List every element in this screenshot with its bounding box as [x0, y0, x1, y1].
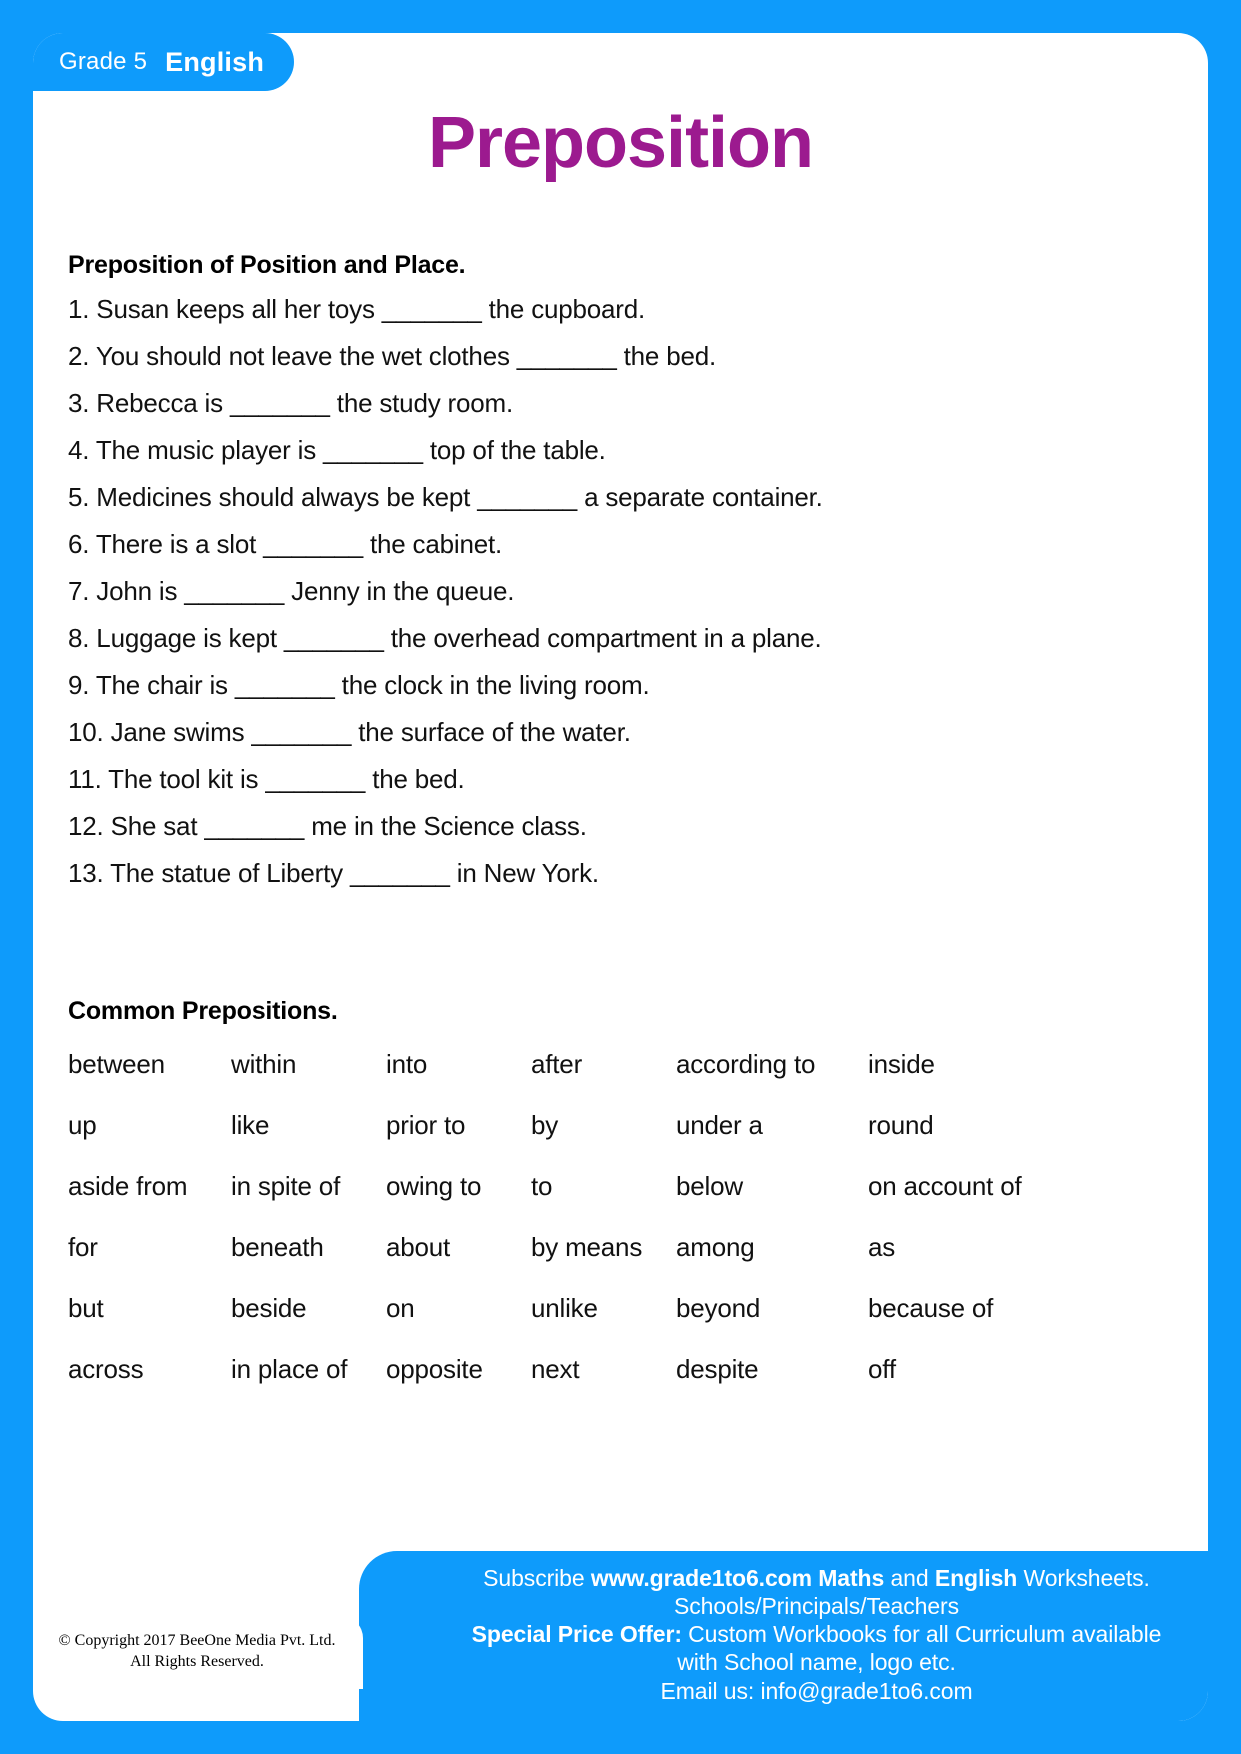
preposition-cell: beyond [676, 1293, 761, 1323]
question-item: 1. Susan keeps all her toys _______ the cupboard. [68, 294, 646, 324]
footer-subscribe-line [359, 1564, 1208, 1592]
preposition-cell: off [868, 1354, 896, 1384]
preposition-cell: under a [676, 1110, 763, 1140]
table-row [68, 1217, 1114, 1278]
preposition-cell: as [868, 1232, 896, 1262]
preposition-cell: about [386, 1232, 451, 1262]
footer-and: and [884, 1564, 935, 1591]
badge-subject-label: English [165, 46, 265, 77]
promo-footer [359, 1551, 1208, 1721]
preposition-cell: unlike [531, 1293, 598, 1323]
preposition-cell: despite [676, 1354, 759, 1384]
preposition-cell: within [231, 1049, 297, 1079]
question-item: 9. The chair is _______ the clock in the living room. [68, 670, 650, 700]
question-list [68, 286, 1184, 897]
footer-english: English [934, 1564, 1018, 1591]
preposition-cell: aside from [68, 1171, 188, 1201]
preposition-cell: round [868, 1110, 934, 1140]
worksheet-content [68, 251, 1184, 1400]
preposition-cell: prior to [386, 1110, 466, 1140]
question-item: 6. There is a slot _______ the cabinet. [68, 529, 503, 559]
footer-school-line: with School name, logo etc. [677, 1649, 956, 1676]
section-heading-position-place: Preposition of Position and Place. [68, 251, 466, 279]
preposition-cell: beside [231, 1293, 307, 1323]
table-row [68, 1339, 1114, 1400]
preposition-cell: like [231, 1110, 270, 1140]
copyright-line-2: All Rights Reserved. [130, 1653, 264, 1671]
question-item: 12. She sat _______ me in the Science class. [68, 811, 587, 841]
grade-subject-badge [33, 33, 294, 91]
question-item: 2. You should not leave the wet clothes _______ the bed. [68, 341, 716, 371]
preposition-cell: between [68, 1049, 165, 1079]
badge-grade-label: Grade 5 [59, 48, 148, 75]
question-item: 10. Jane swims _______ the surface of the water. [68, 717, 631, 747]
table-row [68, 1034, 1114, 1095]
footer-offer-line [359, 1620, 1208, 1648]
preposition-cell: across [68, 1354, 144, 1384]
preposition-cell: by means [531, 1232, 643, 1262]
preposition-cell: after [531, 1049, 583, 1079]
preposition-cell: into [386, 1049, 428, 1079]
question-item: 7. John is _______ Jenny in the queue. [68, 576, 515, 606]
footer-subscribe-prefix: Subscribe [483, 1564, 591, 1591]
preposition-cell: in spite of [231, 1171, 341, 1201]
footer-offer-text: Custom Workbooks for all Curriculum available [681, 1621, 1162, 1648]
copyright-line-1: © Copyright 2017 BeeOne Media Pvt. Ltd. [58, 1631, 336, 1649]
preposition-cell: up [68, 1110, 97, 1140]
section-heading-common-prepositions: Common Prepositions. [68, 997, 338, 1025]
page-title: Preposition [427, 103, 814, 183]
preposition-cell: beneath [231, 1232, 324, 1262]
preposition-cell: inside [868, 1049, 935, 1079]
preposition-cell: opposite [386, 1354, 483, 1384]
preposition-cell: in place of [231, 1354, 348, 1384]
preposition-cell: because of [868, 1293, 994, 1323]
common-prepositions-table [68, 1034, 1114, 1400]
preposition-cell: among [676, 1232, 755, 1262]
preposition-cell: by [531, 1110, 559, 1140]
footer-worksheets-suffix: Worksheets. [1017, 1564, 1150, 1591]
preposition-cell: below [676, 1171, 743, 1201]
table-row [68, 1278, 1114, 1339]
preposition-cell: next [531, 1354, 580, 1384]
question-item: 3. Rebecca is _______ the study room. [68, 388, 513, 418]
footer-site-maths[interactable]: www.grade1to6.com Maths [590, 1564, 885, 1591]
preposition-cell: according to [676, 1049, 816, 1079]
question-item: 4. The music player is _______ top of the table. [68, 435, 606, 465]
table-row [68, 1095, 1114, 1156]
question-item: 5. Medicines should always be kept _______ a separate container. [68, 482, 823, 512]
preposition-cell: for [68, 1232, 98, 1262]
question-item: 8. Luggage is kept _______ the overhead compartment in a plane. [68, 623, 822, 653]
preposition-cell: to [531, 1171, 553, 1201]
copyright-panel [33, 1616, 363, 1689]
preposition-cell: but [68, 1293, 104, 1323]
worksheet-sheet [33, 33, 1208, 1721]
table-row [68, 1156, 1114, 1217]
footer-offer-label: Special Price Offer: [471, 1621, 682, 1648]
question-item: 11. The tool kit is _______ the bed. [68, 764, 465, 794]
preposition-cell: owing to [386, 1171, 482, 1201]
footer-email-line[interactable]: Email us: info@grade1to6.com [660, 1677, 973, 1704]
footer-audience-line: Schools/Principals/Teachers [674, 1592, 959, 1619]
question-item: 13. The statue of Liberty _______ in New York. [68, 858, 599, 888]
preposition-cell: on [386, 1293, 415, 1323]
preposition-cell: on account of [868, 1171, 1022, 1201]
